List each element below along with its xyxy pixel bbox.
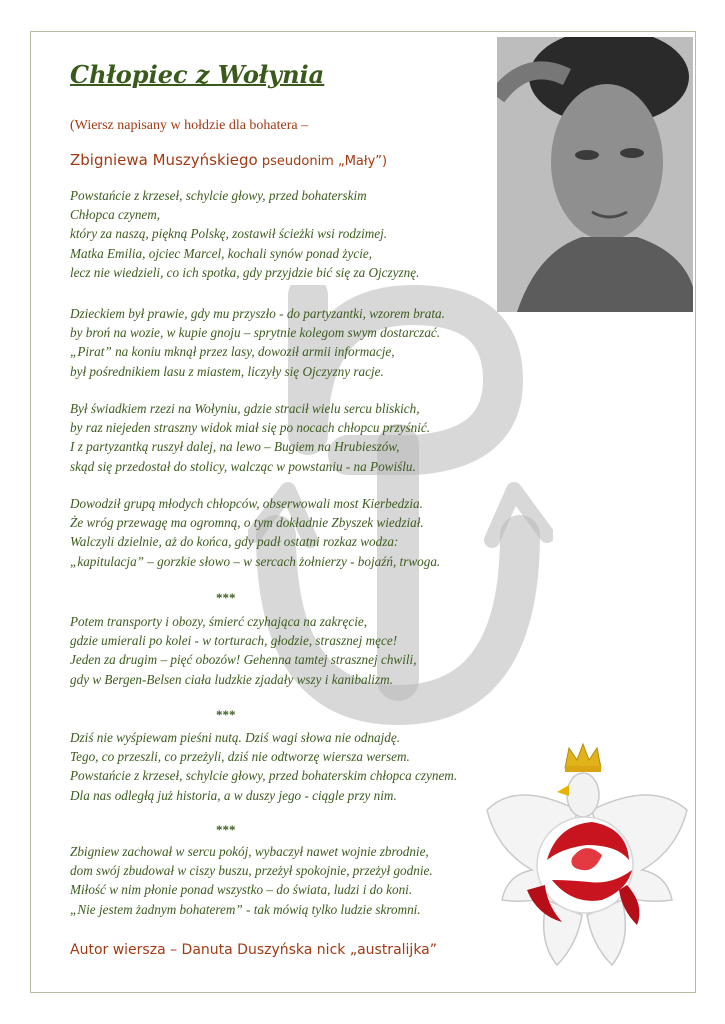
poem-title: Chłopiec z Wołynia — [70, 60, 325, 89]
portrait-photo — [497, 37, 693, 312]
stanza-1 — [70, 186, 419, 282]
poem-line: Był świadkiem rzezi na Wołyniu, gdzie stracił wielu sercu bliskich, — [70, 401, 420, 416]
poem-line: „Nie jestem żadnym bohaterem” - tak mówią tylko ludzie skromni. — [70, 901, 421, 917]
poem-line: Miłość w nim płonie ponad wszystko – do świata, ludzi i do koni. — [70, 882, 413, 898]
eagle-emblem — [477, 740, 692, 970]
poem-line: by raz niejeden straszny widok miał się po nocach chłopcu przyśnić. — [70, 420, 431, 436]
hero-pseudonym: pseudonim „Mały”) — [257, 154, 388, 169]
section-separator: *** — [216, 707, 236, 722]
portrait-figure — [497, 37, 693, 312]
poem-line: skąd się przedostał do stolicy, walcząc w powstaniu - na Powiślu. — [70, 458, 416, 474]
poem-line: Powstańcie z krzeseł, schylcie głowy, przed bohaterskim chłopca czynem. — [70, 768, 458, 784]
stanza-2 — [70, 304, 445, 381]
section-separator: *** — [216, 590, 236, 605]
poem-line: Że wróg przewagę ma ogromną, o tym dokładnie Zbyszek wiedział. — [70, 515, 424, 531]
poem-line: Walczyli dzielnie, aż do końca, gdy padł ostatni rozkaz wodza: — [70, 534, 399, 550]
poem-line: gdy w Bergen-Belsen ciała ludzkie zjadały wszy i kanibalizm. — [70, 671, 393, 687]
poem-line: Tego, co przeszli, co przeżyli, dziś nie odtworzę wiersza wersem. — [70, 749, 410, 765]
poem-line: „Pirat” na koniu mknął przez lasy, dowoził armii informacje, — [70, 344, 395, 360]
poem-line: I z partyzantką ruszył dalej, na lewo – Bugiem na Hrubieszów, — [70, 439, 400, 455]
poem-line: Dziś nie wyśpiewam pieśni nutą. Dziś wagi słowa nie odnajdę. — [70, 730, 401, 745]
stanza-7 — [70, 842, 433, 919]
stanza-6 — [70, 728, 457, 805]
poem-line: by broń na wozie, w kupie gnoju – sprytnie kolegom swym dostarczać. — [70, 325, 441, 341]
poem-line: Zbigniew zachował w sercu pokój, wybaczył nawet wojnie zbrodnie, — [70, 844, 429, 859]
stanza-3 — [70, 399, 430, 476]
poem-line: Powstańcie z krzeseł, schylcie głowy, przed bohaterskim — [70, 188, 367, 203]
stanza-5 — [70, 612, 417, 689]
poem-line: Dowodził grupą młodych chłopców, obserwowali most Kierbedzia. — [70, 496, 423, 511]
dedication-line-2 — [70, 151, 387, 169]
poem-author: Autor wiersza – Danuta Duszyńska nick „australijka” — [70, 942, 438, 958]
crown-icon — [565, 744, 601, 772]
dedication-line-1: (Wiersz napisany w hołdzie dla bohatera – — [70, 118, 309, 133]
poem-line: Dla nas odległą już historia, a w duszy jego - ciągle przy nim. — [70, 787, 397, 803]
poem-line: Potem transporty i obozy, śmierć czyhająca na zakręcie, — [70, 614, 368, 629]
poem-line: Dzieckiem był prawie, gdy mu przyszło - do partyzantki, wzorem brata. — [70, 306, 445, 321]
poem-line: gdzie umierali po kolei - w torturach, głodzie, strasznej męce! — [70, 633, 398, 649]
stanza-4 — [70, 494, 440, 571]
poem-line: Chłopca czynem, — [70, 207, 161, 223]
section-separator: *** — [216, 822, 236, 837]
hero-name: Zbigniewa Muszyńskiego — [70, 151, 258, 169]
poem-line: który za naszą, piękną Polskę, zostawił ścieżki wsi rodzimej. — [70, 226, 388, 242]
poem-line: dom swój zbudował w ciszy buszu, przeżył spokojnie, przeżył godnie. — [70, 863, 433, 879]
poem-line: „kapitulacja” – gorzkie słowo – w sercach żołnierzy - bojaźń, trwoga. — [70, 553, 441, 569]
poem-line: Matka Emilia, ojciec Marcel, kochali synów ponad życie, — [70, 245, 373, 261]
poem-line: lecz nie wiedzieli, co ich spotka, gdy przyjdzie bić się za Ojczyznę. — [70, 264, 420, 280]
poem-line: był pośrednikiem lasu z miastem, liczyły się Ojczyzny racje. — [70, 363, 384, 379]
poem-line: Jeden za drugim – pięć obozów! Gehenna tamtej strasznej chwili, — [70, 652, 417, 668]
